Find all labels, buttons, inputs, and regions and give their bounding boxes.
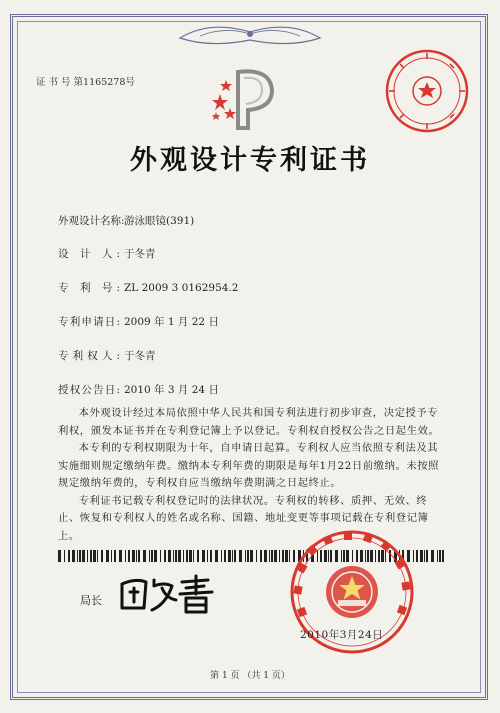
barcode-bar (260, 550, 262, 562)
barcode-bar (282, 550, 284, 562)
barcode-bar (232, 550, 233, 562)
barcode-bar (442, 550, 444, 562)
barcode-bar (197, 550, 199, 562)
barcode-bar (77, 550, 78, 562)
barcode-bar (119, 550, 122, 562)
barcode-bar (183, 550, 184, 562)
barcode-bar (178, 550, 181, 562)
barcode-bar (221, 550, 222, 562)
barcode-bar (189, 550, 192, 562)
field-application-date (58, 314, 219, 329)
barcode-bar (250, 550, 253, 562)
barcode-bar (143, 550, 146, 562)
barcode-bar (420, 550, 423, 562)
barcode-bar (256, 550, 257, 562)
body-paragraph: 专利证书记载专利权登记时的法律状况。专利权的转移、质押、无效、终止、恢复和专利权人的姓名或名称、国籍、地址变更等事项记载在专利登记簿上。 (58, 494, 429, 542)
barcode-bar (164, 550, 166, 562)
field-value: 于冬青 (124, 248, 156, 260)
barcode-bar (416, 550, 418, 562)
barcode-bar (128, 550, 130, 562)
field-design-name (58, 213, 194, 228)
barcode-bar (136, 550, 137, 562)
field-label: 设 计 人: (58, 248, 120, 260)
barcode-bar (234, 550, 236, 562)
field-label: 外观设计名称: (58, 215, 125, 227)
barcode-bar (269, 550, 270, 562)
barcode-bar (64, 550, 65, 562)
barcode-bar (90, 550, 92, 562)
star-icon (212, 94, 228, 110)
barcode-bar (202, 550, 205, 562)
barcode-bar (279, 550, 280, 562)
barcode-bar (97, 550, 98, 562)
barcode-bar (186, 550, 188, 562)
director-signature (116, 570, 216, 616)
barcode-bar (271, 550, 273, 562)
body-paragraph: 本外观设计经过本局依照中华人民共和国专利法进行初步审查，决定授予专利权，颁发本证书并在专利登记簿上予以登记。专利权自授权公告之日起生效。 (58, 407, 440, 437)
barcode-bar (138, 550, 140, 562)
field-label: 授权公告日: (58, 384, 120, 396)
barcode-bar (93, 550, 96, 562)
barcode-bar (168, 550, 171, 562)
top-ornament (170, 18, 330, 52)
barcode-bar (106, 550, 109, 562)
certificate-number: 证 书 号 第1165278号 (36, 77, 135, 88)
star-icon (212, 112, 220, 120)
field-value: 2009 年 1 月 22 日 (124, 316, 219, 328)
barcode-bar (154, 550, 157, 562)
barcode-bar (274, 550, 277, 562)
barcode-bar (426, 550, 428, 562)
barcode-bar (160, 550, 161, 562)
barcode-bar (228, 550, 231, 562)
barcode-bar (175, 550, 177, 562)
barcode-bar (151, 550, 153, 562)
barcode-bar (210, 550, 212, 562)
barcode-bar (173, 550, 174, 562)
field-label: 专 利 号: (58, 282, 120, 294)
body-paragraph: 本专利的专利权期限为十年，自申请日起算。专利权人应当依照专利法及其实施细则规定缴纳年费。缴纳本专利年费的期限是每年1月22日前缴纳。未按照规定缴纳年费的，专利权自应当缴纳年费期满之日起终止。 (58, 442, 440, 489)
field-designer (58, 246, 156, 261)
barcode-bar (101, 550, 103, 562)
barcode-bar (125, 550, 126, 562)
page-title: 外观设计专利证书 (130, 145, 370, 176)
page-number: 第 1 页 （共 1 页） (210, 671, 290, 681)
field-value: 游泳眼镜(391) (124, 215, 195, 227)
field-value: 2010 年 3 月 24 日 (124, 384, 219, 396)
barcode-bar (224, 550, 226, 562)
star-icon (224, 108, 236, 119)
field-value: ZL 2009 3 0162954.2 (124, 282, 239, 294)
field-announcement-date (58, 382, 219, 397)
field-patentee (58, 348, 156, 363)
seal-date: 2010年3月24日 (300, 629, 384, 641)
barcode-bar (193, 550, 194, 562)
barcode-bar (72, 550, 75, 562)
barcode-bar (437, 550, 438, 562)
star-icon (220, 80, 232, 91)
registration-seal (382, 46, 472, 136)
barcode-bar (149, 550, 150, 562)
barcode-bar (264, 550, 267, 562)
field-label: 专利权人: (58, 350, 120, 362)
barcode-bar (207, 550, 208, 562)
field-patent-number (58, 280, 238, 295)
barcode-bar (247, 550, 249, 562)
patent-office-emblem (208, 64, 292, 134)
barcode-bar (431, 550, 434, 562)
barcode-bar (424, 550, 425, 562)
barcode-bar (82, 550, 85, 562)
barcode-bar (239, 550, 242, 562)
barcode-bar (58, 550, 61, 562)
director-label: 局长 (80, 594, 102, 607)
certificate-body (58, 405, 444, 545)
barcode-bar (215, 550, 218, 562)
barcode-bar (68, 550, 70, 562)
field-label: 专利申请日: (58, 316, 120, 328)
barcode-bar (87, 550, 88, 562)
field-value: 于冬青 (124, 350, 156, 362)
barcode-bar (114, 550, 116, 562)
barcode-bar (439, 550, 441, 562)
barcode-bar (132, 550, 135, 562)
barcode-bar (111, 550, 112, 562)
barcode-bar (245, 550, 246, 562)
barcode-bar (79, 550, 81, 562)
